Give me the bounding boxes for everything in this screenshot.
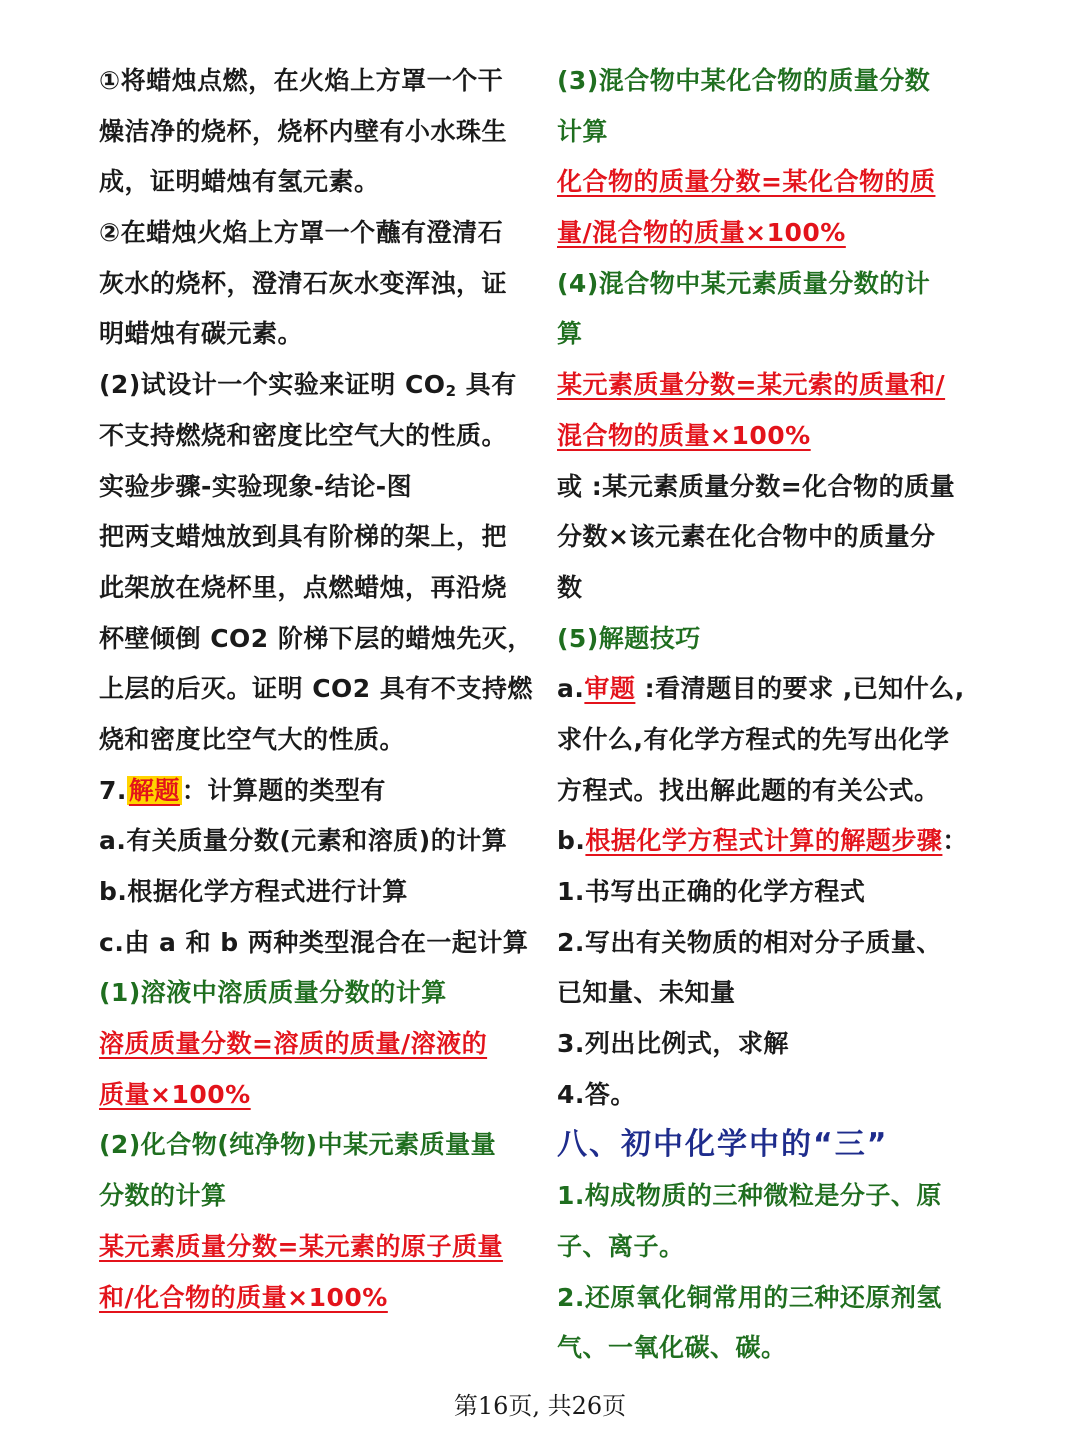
keyword-red: 审题 — [584, 674, 636, 704]
text-line: 实验步骤-实验现象-结论-图 — [99, 471, 413, 501]
text-line: 3.列出比例式，求解 — [557, 1029, 789, 1059]
formula-red: 溶质质量分数=溶质的质量/溶液的 — [99, 1029, 488, 1059]
text-line: ①将蜡烛点燃，在火焰上方罩一个干 — [99, 66, 504, 95]
subheading-green: 分数的计算 — [99, 1181, 227, 1211]
text-line: 明蜡烛有碳元素。 — [99, 319, 304, 349]
text-span: 具有 — [456, 370, 517, 400]
text-line: 灰水的烧杯，澄清石灰水变浑浊，证 — [99, 268, 508, 298]
keyword-red: 根据化学方程式计算的解题步骤 — [585, 826, 943, 856]
text-line: 数 — [557, 572, 583, 602]
tip-b-line — [557, 816, 997, 867]
text-span: ：计算题的类型有 — [181, 775, 386, 805]
formula-red: 和/化合物的质量×100% — [99, 1282, 388, 1312]
subheading-green: 2.还原氧化铜常用的三种还原剂氢 — [557, 1282, 942, 1312]
section-7-title — [99, 766, 544, 817]
page-number: 第16页, 共26页 — [453, 1392, 627, 1420]
text-span: (2)试设计一个实验来证明 CO — [99, 370, 446, 400]
text-line: b.根据化学方程式进行计算 — [99, 877, 408, 906]
subheading-green: (3)混合物中某化合物的质量分数 — [557, 66, 931, 95]
formula-red: 量/混合物的质量×100% — [557, 218, 846, 248]
subheading-green: (2)化合物(纯净物)中某元素质量量 — [99, 1130, 497, 1160]
text-span: :看清题目的要求 ,已知什么, — [635, 674, 965, 704]
text-line: 2.写出有关物质的相对分子质量、 — [557, 927, 942, 957]
text-span: ： — [942, 826, 968, 856]
text-line: 已知量、未知量 — [557, 978, 736, 1008]
highlighted-keyword: 解题 — [128, 775, 180, 805]
formula-red: 某元素质量分数=某元索的质量和/ — [557, 370, 946, 400]
text-span: a. — [557, 674, 585, 704]
left-column — [99, 56, 544, 1323]
text-line: 求什么,有化学方程式的先写出化学 — [557, 724, 950, 754]
formula-red: 质量×100% — [99, 1079, 251, 1109]
formula-line — [99, 1222, 544, 1273]
formula-line — [99, 1070, 544, 1121]
formula-line — [557, 157, 997, 208]
formula-line — [557, 411, 997, 462]
text-line: 4.答。 — [557, 1079, 636, 1109]
subheading-green: 气、一氧化碳、碳。 — [557, 1333, 787, 1363]
formula-line — [99, 1273, 544, 1324]
text-line: ②在蜡烛火焰上方罩一个蘸有澄清石 — [99, 218, 504, 248]
text-line: 杯壁倾倒 CO2 阶梯下层的蜡烛先灭， — [99, 623, 533, 653]
subheading-green: (1)溶液中溶质质量分数的计算 — [99, 978, 447, 1008]
subheading-green: 算 — [557, 319, 583, 349]
text-line: 燥洁净的烧杯，烧杯内壁有小水珠生 — [99, 116, 508, 146]
text-span: 7. — [99, 775, 127, 805]
right-column — [557, 56, 997, 1374]
formula-red: 化合物的质量分数=某化合物的质 — [557, 167, 936, 197]
subscript-2: 2 — [445, 382, 457, 401]
formula-red: 混合物的质量×100% — [557, 420, 811, 450]
subheading-green: (5)解题技巧 — [557, 623, 701, 653]
text-line: 不支持燃烧和密度比空气大的性质。 — [99, 420, 508, 450]
text-line: 分数×该元素在化合物中的质量分 — [557, 522, 936, 552]
text-line: c.由 a 和 b 两种类型混合在一起计算 — [99, 927, 529, 957]
text-line: a.有关质量分数(元素和溶质)的计算 — [99, 826, 508, 856]
subheading-green: (4)混合物中某元素质量分数的计 — [557, 268, 931, 298]
text-line: 方程式。找出解此题的有关公式。 — [557, 775, 940, 805]
text-line: 或 :某元素质量分数=化合物的质量 — [557, 471, 956, 501]
text-line: 此架放在烧杯里，点燃蜡烛，再沿烧 — [99, 572, 508, 602]
co2-question-line — [99, 360, 544, 411]
text-line: 上层的后灭。证明 CO2 具有不支持燃 — [99, 674, 533, 704]
subheading-green: 计算 — [557, 116, 609, 146]
tip-a-line — [557, 664, 997, 715]
text-line: 1.书写出正确的化学方程式 — [557, 877, 866, 906]
section-8-heading: 八、初中化学中的“三” — [557, 1127, 889, 1163]
subheading-green: 1.构成物质的三种微粒是分子、原 — [557, 1181, 942, 1211]
formula-line — [557, 360, 997, 411]
formula-line — [99, 1019, 544, 1070]
formula-line — [557, 208, 997, 259]
text-line: 烧和密度比空气大的性质。 — [99, 724, 406, 754]
text-line: 成，证明蜡烛有氢元素。 — [99, 167, 380, 197]
text-span: b. — [557, 826, 586, 856]
formula-red: 某元素质量分数=某元素的原子质量 — [99, 1231, 503, 1261]
subheading-green: 子、离子。 — [557, 1231, 685, 1261]
text-line: 把两支蜡烛放到具有阶梯的架上，把 — [99, 522, 508, 552]
